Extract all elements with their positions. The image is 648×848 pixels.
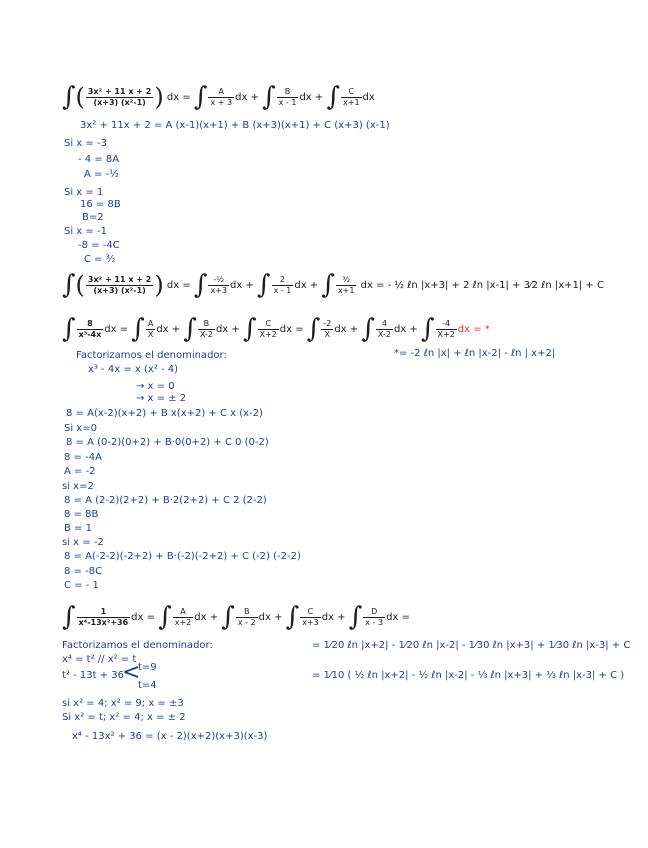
integral-sign: ∫ — [361, 314, 375, 344]
frac-b-den: x - 2 — [237, 617, 256, 627]
frac-d-den: x - 3 — [365, 617, 384, 627]
dx-equals: dx = — [279, 324, 304, 335]
frac-a-num: A — [173, 607, 194, 618]
integral-sign: ∫ — [262, 82, 276, 112]
frac-f-den: X+2 — [437, 329, 455, 339]
factorize-heading-2: Factorizamos el denominador: — [62, 640, 213, 651]
dx-plus: dx + — [299, 92, 324, 103]
integrand-denominator: x⁴-13x²+36 — [78, 617, 129, 627]
dx-plus: dx + — [235, 92, 259, 103]
frac-e-den: X-2 — [377, 329, 391, 339]
eq-b-value: B=2 — [82, 212, 104, 223]
integral-sign: ∫ — [62, 314, 76, 344]
integrand-numerator: 3x² + 11 x + 2 — [87, 86, 152, 96]
frac-c-den: x+3 — [302, 617, 319, 627]
frac-b-num: B — [198, 319, 215, 330]
identity-eq: 8 = A(x-2)(x+2) + B x(x+2) + C x (x-2) — [66, 408, 263, 419]
integral-1-header: ∫( $\frac{\text{3x² + 11 x + 2}}{\text{(x+3) (x²-1)}}$ ) dx = ∫ $\frac{A}{x + 3}$ dx + ∫ $\frac{B}{x - 1}$ dx + ∫ $\frac{C}{x+1}$ dx — [62, 82, 375, 112]
integral-1-result: ∫( $\frac{\text{3x² + 11 x + 2}}{\text{(x+3) (x²-1)}}$ ) dx = ∫ $\frac{\text{-¹⁄₂}}{x+3}$ dx + ∫ $\frac{2}{x - 1}$ dx + ∫ $\frac{\text{³⁄₂}}{x+1}$ dx = - ½ ℓn |x+3| + 2 ℓn |x-1| + 3⁄2 ℓn |x+1| + C — [62, 270, 604, 300]
integrand-numerator: 3x² + 11 x + 2 — [87, 274, 152, 284]
integral-sign: ∫ — [62, 82, 76, 112]
factorize-heading: Factorizamos el denominador: — [76, 350, 227, 361]
frac-d-den: X — [324, 329, 331, 339]
eq-8-minus8c: 8 = -8C — [64, 566, 103, 577]
frac-d-num: D — [363, 607, 385, 618]
integrand-denominator: x³-4x — [78, 329, 102, 339]
frac-a-num: A — [208, 87, 234, 98]
dx-equals: dx = — [166, 92, 191, 103]
root-x-pm2: → x = ± 2 — [136, 393, 187, 404]
bracket-icon: < — [122, 660, 141, 685]
dx-plus: dx + — [156, 324, 181, 335]
dx-equals: dx = — [166, 280, 191, 291]
eq-minus4: - 4 = 8A — [78, 154, 120, 165]
integral-sign: ∫ — [221, 602, 235, 632]
integral-3-header — [62, 604, 410, 630]
integral-sign: ∫ — [62, 602, 76, 632]
frac-c-num: C — [341, 87, 362, 98]
res-frac-a-num: -¹⁄₂ — [208, 275, 229, 286]
frac-d-num: -2 — [323, 318, 332, 328]
integral-sign: ∫ — [326, 82, 341, 112]
eq-8-8b: 8 = 8B — [64, 509, 99, 520]
frac-b-den: X-2 — [199, 329, 213, 339]
integral-sign: ∫ — [306, 314, 321, 344]
frac-c-num: C — [258, 319, 279, 330]
factorization-final: x⁴ - 13x² + 36 = (x - 2)(x+2)(x+3)(x-3) — [72, 731, 268, 742]
dx-equals: dx = — [386, 612, 410, 623]
eq-b-1: B = 1 — [64, 523, 92, 534]
integral-sign: ∫ — [131, 314, 145, 344]
quadratic: t² - 13t + 36 — [62, 670, 125, 681]
dx-plus: dx + — [258, 612, 283, 623]
dx-star: dx = * — [457, 324, 490, 335]
integral-sign: ∫ — [257, 270, 271, 300]
substitution: x⁴ = t² // x² = t — [62, 654, 137, 665]
eq-c-minus1: C = - 1 — [64, 580, 99, 591]
eq-minus8: -8 = -4C — [78, 240, 120, 251]
case-roots-a: si x² = 4; x² = 9; x = ±3 — [62, 698, 184, 709]
result-line-1: = 1⁄20 ℓn |x+2| - 1⁄20 ℓn |x-2| - 1⁄30 ℓn |x+3| + 1⁄30 ℓn |x-3| + C — [312, 640, 631, 651]
integrand-numerator: 8 — [77, 319, 104, 330]
integral-sign: ∫ — [321, 270, 335, 300]
frac-f-num: -4 — [436, 319, 457, 330]
res-frac-c-num: ³⁄₂ — [336, 275, 357, 286]
dx-plus: dx + — [321, 612, 346, 623]
root-x0: → x = 0 — [136, 381, 175, 392]
frac-a-den: X — [147, 329, 154, 339]
eq-a-minus2: A = -2 — [64, 466, 96, 477]
integral-sign: ∫ — [348, 602, 363, 632]
root-t4: t=4 — [138, 680, 157, 691]
dx-plus: dx + — [230, 280, 254, 291]
frac-a-num: A — [147, 318, 154, 328]
dx-plus: dx + — [294, 280, 319, 291]
eq-8-minus4a: 8 = -4A — [64, 452, 102, 463]
frac-c-den: x+1 — [343, 97, 360, 107]
res-frac-c-den: x+1 — [337, 285, 355, 295]
integral-sign: ∫ — [193, 270, 208, 300]
case-x2: si x=2 — [62, 481, 94, 492]
integral-1-final-result: dx = - ½ ℓn |x+3| + 2 ℓn |x-1| + 3⁄2 ℓn |x+1| + C — [360, 280, 604, 291]
eq-a-value: A = -¹⁄₂ — [84, 169, 119, 180]
frac-a-den: x + 3 — [210, 97, 233, 107]
case-x-minus3: Si x = -3 — [64, 138, 107, 149]
eq-16: 16 = 8B — [80, 199, 121, 210]
case-x0: Si x=0 — [64, 423, 97, 434]
dx-end: dx — [362, 92, 375, 103]
case-roots-b: Si x² = t; x² = 4; x = ± 2 — [62, 712, 186, 723]
integral-sign: ∫ — [62, 270, 76, 300]
integral-sign: ∫ — [158, 602, 172, 632]
integral-2-header — [62, 316, 490, 342]
frac-c-num: C — [300, 607, 321, 618]
eq-c-value: C = ³⁄₂ — [84, 254, 116, 265]
dx-equals: dx = — [104, 324, 129, 335]
eq-sub-x0: 8 = A (0-2)(0+2) + B·0(0+2) + C 0 (0-2) — [66, 437, 269, 448]
frac-a-den: x+2 — [174, 617, 192, 627]
integral-sign: ∫ — [242, 314, 257, 344]
integral-sign: ∫ — [183, 314, 197, 344]
case-x-1: Si x = 1 — [64, 187, 104, 198]
integrand-numerator: 1 — [77, 607, 131, 618]
res-frac-a-den: x+3 — [210, 285, 227, 295]
dx-plus: dx + — [215, 324, 240, 335]
frac-b-num: B — [236, 607, 258, 618]
frac-b-den: x - 1 — [278, 97, 297, 107]
factor-eq: x³ - 4x = x (x² - 4) — [88, 364, 179, 375]
frac-e-num: 4 — [376, 319, 393, 330]
res-frac-b-num: 2 — [272, 275, 294, 286]
integral-sign: ∫ — [420, 314, 435, 344]
eq-sub-x2: 8 = A (2-2)(2+2) + B·2(2+2) + C 2 (2-2) — [64, 495, 267, 506]
case-x-minus2: si x = -2 — [62, 537, 104, 548]
dx-plus: dx + — [393, 324, 418, 335]
result-line-2: = 1⁄10 ( ½ ℓn |x+2| - ½ ℓn |x-2| - ⅓ ℓn |x+3| + ⅓ ℓn |x-3| + C ) — [312, 670, 625, 681]
star-result: *= -2 ℓn |x| + ℓn |x-2| - ℓn | x+2| — [394, 348, 556, 359]
integrand-denominator: (x+3) (x²-1) — [93, 285, 146, 295]
frac-b-num: B — [277, 87, 299, 98]
dx-equals: dx = — [131, 612, 155, 623]
dx-plus: dx + — [194, 612, 219, 623]
integral-sign: ∫ — [193, 82, 208, 112]
frac-c-den: X+2 — [259, 329, 277, 339]
res-frac-b-den: x - 1 — [273, 285, 292, 295]
integrand-denominator: (x+3) (x²-1) — [93, 97, 146, 107]
root-t9: t=9 — [138, 662, 157, 673]
eq-sub-x-minus2: 8 = A(-2-2)(-2+2) + B·(-2)(-2+2) + C (-2) (-2-2) — [64, 551, 301, 562]
case-x-minus1: Si x = -1 — [64, 226, 107, 237]
dx-plus: dx + — [334, 324, 359, 335]
integral-sign: ∫ — [285, 602, 300, 632]
partial-fraction-identity: 3x² + 11x + 2 = A (x-1)(x+1) + B (x+3)(x+1) + C (x+3) (x-1) — [80, 120, 390, 131]
